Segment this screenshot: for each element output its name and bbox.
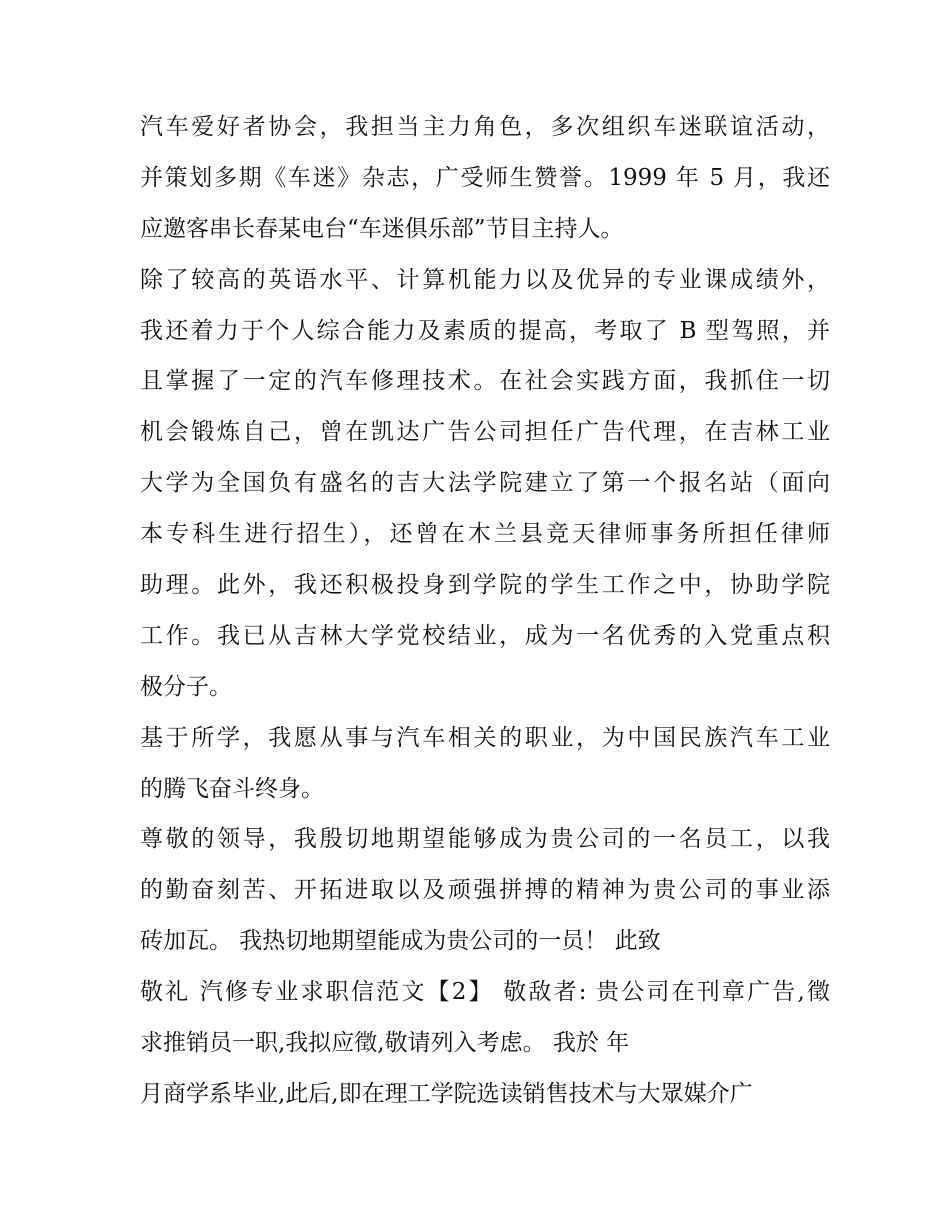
text-line: 并策划多期《车迷》杂志，广受师生赞誉。1999 年 5 月，我还	[140, 164, 830, 191]
text-line: 应邀客串长春某电台“车迷俱乐部”节目主持人。	[140, 215, 624, 242]
text-line: 大学为全国负有盛名的吉大法学院建立了第一个报名站（面向	[140, 470, 830, 497]
text-line: 我还着力于个人综合能力及素质的提高，考取了 B 型驾照，并	[140, 317, 830, 344]
body-text	[140, 102, 830, 1120]
text-line: 且掌握了一定的汽车修理技术。在社会实践方面，我抓住一切	[140, 368, 830, 395]
text-line: 求推销员一职,我拟应徵,敬请列入考虑。 我於 年	[140, 1030, 630, 1057]
text-line: 本专科生进行招生），还曾在木兰县竞天律师事务所担任律师	[140, 521, 830, 548]
text-line: 月商学系毕业,此后,即在理工学院选读销售技术与大眾媒介广	[140, 1080, 753, 1107]
text-line: 尊敬的领导，我殷切地期望能够成为贵公司的一名员工，以我	[140, 826, 830, 853]
text-line: 极分子。	[140, 673, 232, 700]
text-line: 汽车爱好者协会，我担当主力角色，多次组织车迷联谊活动，	[140, 114, 830, 140]
text-line: 助理。此外，我还积极投身到学院的学生工作之中，协助学院	[140, 572, 830, 599]
text-line: 砖加瓦。 我热切地期望能成为贵公司的一员！ 此致	[140, 928, 661, 955]
text-line: 的腾飞奋斗终身。	[140, 775, 324, 802]
text-line: 机会锻炼自己，曾在凯达广告公司担任广告代理，在吉林工业	[140, 419, 830, 446]
text-line: 敬礼 汽修专业求职信范文【2】 敬敌者: 贵公司在刊章广告,徵	[140, 979, 830, 1006]
text-line: 除了较高的英语水平、计算机能力以及优异的专业课成绩外，	[140, 266, 830, 293]
text-line: 的勤奋刻苦、开拓进取以及顽强拼搏的精神为贵公司的事业添	[140, 877, 830, 904]
text-line: 基于所学，我愿从事与汽车相关的职业，为中国民族汽车工业	[140, 724, 830, 751]
text-line: 工作。我已从吉林大学党校结业，成为一名优秀的入党重点积	[140, 622, 830, 649]
